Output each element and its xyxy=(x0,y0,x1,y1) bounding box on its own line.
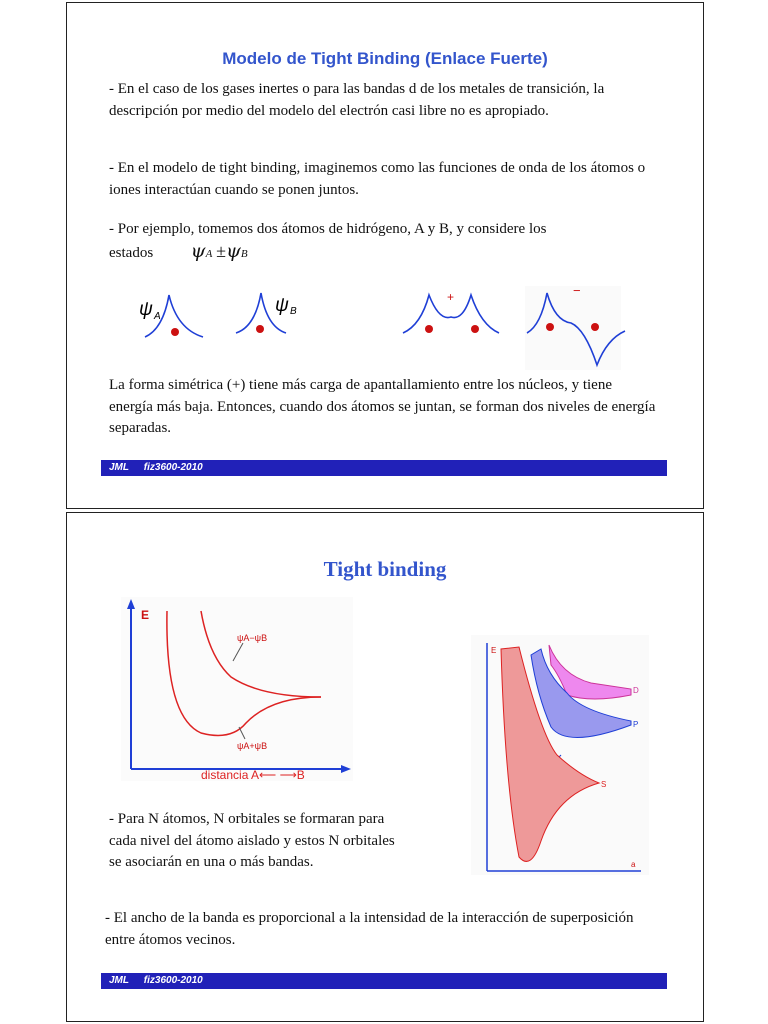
slide-2-title: Tight binding xyxy=(323,557,447,581)
paragraph-hydrogen-example xyxy=(109,219,659,265)
band-formation-diagram xyxy=(471,635,649,875)
states-label: estados xyxy=(109,244,154,261)
plus-minus-symbol: ± xyxy=(216,240,226,261)
energy-axis-label: E xyxy=(141,608,150,622)
hydrogen-example-line-2 xyxy=(109,241,659,266)
psi-b-label-sub: B xyxy=(290,306,297,317)
footer-course: fiz3600-2010 xyxy=(143,975,203,986)
paragraph-tight-binding-model: - En el modelo de tight binding, imaginemos como las funciones de onda de los átomos o iones interactúan cuando se ponen juntos. xyxy=(109,160,646,198)
psi-b-subscript: B xyxy=(240,247,248,260)
antisymmetric-atom-b xyxy=(591,323,599,331)
footer-author: JML xyxy=(109,462,129,473)
slide-1-title: Modelo de Tight Binding (Enlace Fuerte) xyxy=(222,49,548,68)
p-band-label: P xyxy=(633,720,639,729)
d-band-label: D xyxy=(633,686,639,695)
footer-author: JML xyxy=(109,975,129,986)
band-distance-axis-label: a xyxy=(631,860,636,869)
symmetric-plus-sign: + xyxy=(447,290,455,304)
psi-a-subscript: A xyxy=(205,247,213,260)
paragraph-n-atoms: - Para N átomos, N orbitales se formaran para cada nivel del átomo aislado y estos N orbitales se asociarán en una o más bandas. xyxy=(109,811,395,870)
psi-b-label: ψ xyxy=(275,295,289,316)
antisymmetric-atom-a xyxy=(546,323,554,331)
hydrogen-example-line-1: - Por ejemplo, tomemos dos átomos de hidrógeno, A y B, y considere los xyxy=(109,221,547,237)
slide-2-footer xyxy=(101,973,667,989)
paragraph-band-width: - El ancho de la banda es proporcional a la intensidad de la interacción de superposición entre átomos vecinos. xyxy=(105,910,634,948)
psi-a-label-sub: A xyxy=(154,311,161,322)
paragraph-symmetric-form: La forma simétrica (+) tiene más carga de apantallamiento entre los núcleos, y tiene energía más baja. Entonces, cuando dos átomos se juntan, se forman dos niveles de energía separadas. xyxy=(109,377,656,436)
paragraph-inert-gases: - En el caso de los gases inertes o para las bandas d de los metales de transición, la descripción por medio del modelo del electrón casi libre no es apropiado. xyxy=(109,81,605,119)
wavefunction-figure xyxy=(67,281,703,373)
symmetric-atom-a xyxy=(425,325,433,333)
s-band-label: S xyxy=(601,780,607,789)
slide-2 xyxy=(66,512,704,1022)
slide-1-footer xyxy=(101,460,667,476)
atom-b-dot xyxy=(256,325,264,333)
distance-label: distancia A⟵ ⟶B xyxy=(201,768,305,781)
upper-curve-label: ψA−ψB xyxy=(237,633,268,643)
psi-a-label: ψ xyxy=(139,299,153,320)
lower-curve-label: ψA+ψB xyxy=(237,741,268,751)
symmetric-atom-b xyxy=(471,325,479,333)
footer-course: fiz3600-2010 xyxy=(143,462,203,473)
band-energy-axis-label: E xyxy=(491,646,497,655)
atom-a-dot xyxy=(171,328,179,336)
antisymmetric-minus-sign: − xyxy=(573,283,581,298)
psi-a-symbol: ψ xyxy=(190,239,206,262)
energy-distance-diagram xyxy=(121,597,353,781)
slide-1 xyxy=(66,2,704,509)
psi-b-symbol: ψ xyxy=(225,239,241,262)
